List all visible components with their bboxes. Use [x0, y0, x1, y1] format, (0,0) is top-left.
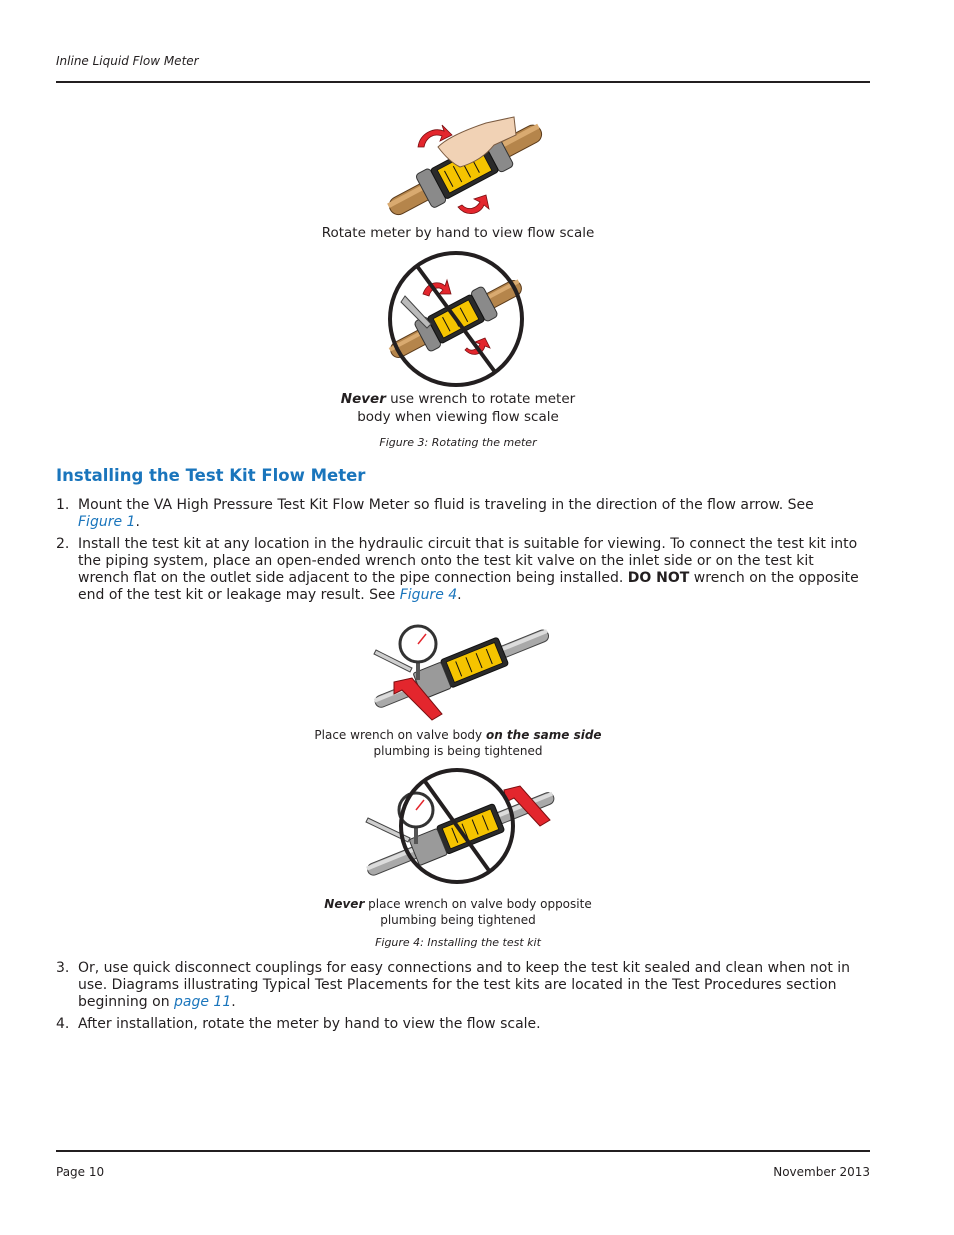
figure-1-link[interactable]: Figure 1: [78, 514, 136, 530]
figure4-wrong-wrench-illustration: [364, 768, 550, 888]
figure4-caption-bottom-line1: place wrench on valve body opposite: [364, 897, 592, 911]
list-item-text: After installation, rotate the meter by hand to view the flow scale.: [78, 1016, 541, 1032]
install-steps-list-continued: [56, 960, 862, 1038]
figure3-caption-bottom: [300, 390, 616, 426]
list-item-number: 3.: [56, 960, 70, 976]
figure4-caption-bottom-line2: plumbing being tightened: [380, 913, 536, 927]
list-item: [56, 960, 862, 1011]
footer-rule: [56, 1150, 870, 1152]
header-rule: [56, 81, 870, 83]
figure4-caption-top-line2: plumbing is being tightened: [373, 744, 543, 758]
list-item-text-end: .: [135, 514, 140, 530]
list-item-number: 2.: [56, 536, 70, 552]
never-emphasis: Never: [340, 391, 386, 407]
list-item-text: Or, use quick disconnect couplings for easy connections and to keep the test kit sealed and clean when not in use. Diagrams illustrating Typical Test Placements for the test kits are located in the Test Procedures section beginning on: [78, 960, 851, 1010]
figure4-caption-top-pre: Place wrench on valve body: [314, 728, 486, 742]
list-item-text-end: .: [231, 994, 236, 1010]
figure3-caption-bottom-line1: use wrench to rotate meter: [385, 391, 576, 407]
figure-4-link[interactable]: Figure 4: [399, 587, 458, 603]
list-item-text-mid: wrench on the opposite end of the test kit or leakage may result. See: [78, 570, 859, 603]
list-item-number: 4.: [56, 1016, 70, 1032]
page-11-link[interactable]: page 11: [174, 994, 232, 1010]
figure3-caption-bottom-line2: body when viewing flow scale: [357, 409, 559, 425]
figure4-caption: Figure 4: Installing the test kit: [375, 936, 541, 949]
list-item: [56, 1016, 862, 1033]
figure4-caption-top: [300, 727, 616, 759]
list-item-text: Install the test kit at any location in the hydraulic circuit that is suitable for viewing. To connect the test kit into the piping system, place an open-ended wrench onto the test kit valve on the inlet side or on the test kit wrench flat on the outlet side adjacent to the pipe connection being installed.: [78, 536, 858, 586]
install-steps-list: [56, 497, 862, 609]
figure3-hand-rotate-illustration: [390, 115, 540, 223]
figure3-caption: Figure 3: Rotating the meter: [379, 436, 537, 449]
list-item-text: Mount the VA High Pressure Test Kit Flow Meter so fluid is traveling in the direction of the flow arrow. See: [78, 497, 814, 513]
list-item: [56, 536, 862, 604]
figure4-correct-wrench-illustration: [372, 602, 542, 724]
do-not-emphasis: DO NOT: [627, 570, 690, 586]
running-header: Inline Liquid Flow Meter: [56, 54, 199, 68]
same-side-emphasis: on the same side: [485, 728, 602, 742]
list-item-text-end: .: [457, 587, 462, 603]
figure4-caption-bottom: [300, 896, 616, 928]
section-heading: Installing the Test Kit Flow Meter: [56, 466, 366, 485]
page-number: Page 10: [56, 1165, 105, 1179]
figure3-no-wrench-illustration: [387, 250, 525, 388]
never-emphasis: Never: [324, 897, 365, 911]
list-item-number: 1.: [56, 497, 70, 513]
list-item: [56, 497, 862, 531]
footer-date: November 2013: [773, 1165, 870, 1179]
figure3-caption-top: Rotate meter by hand to view flow scale: [321, 225, 595, 241]
